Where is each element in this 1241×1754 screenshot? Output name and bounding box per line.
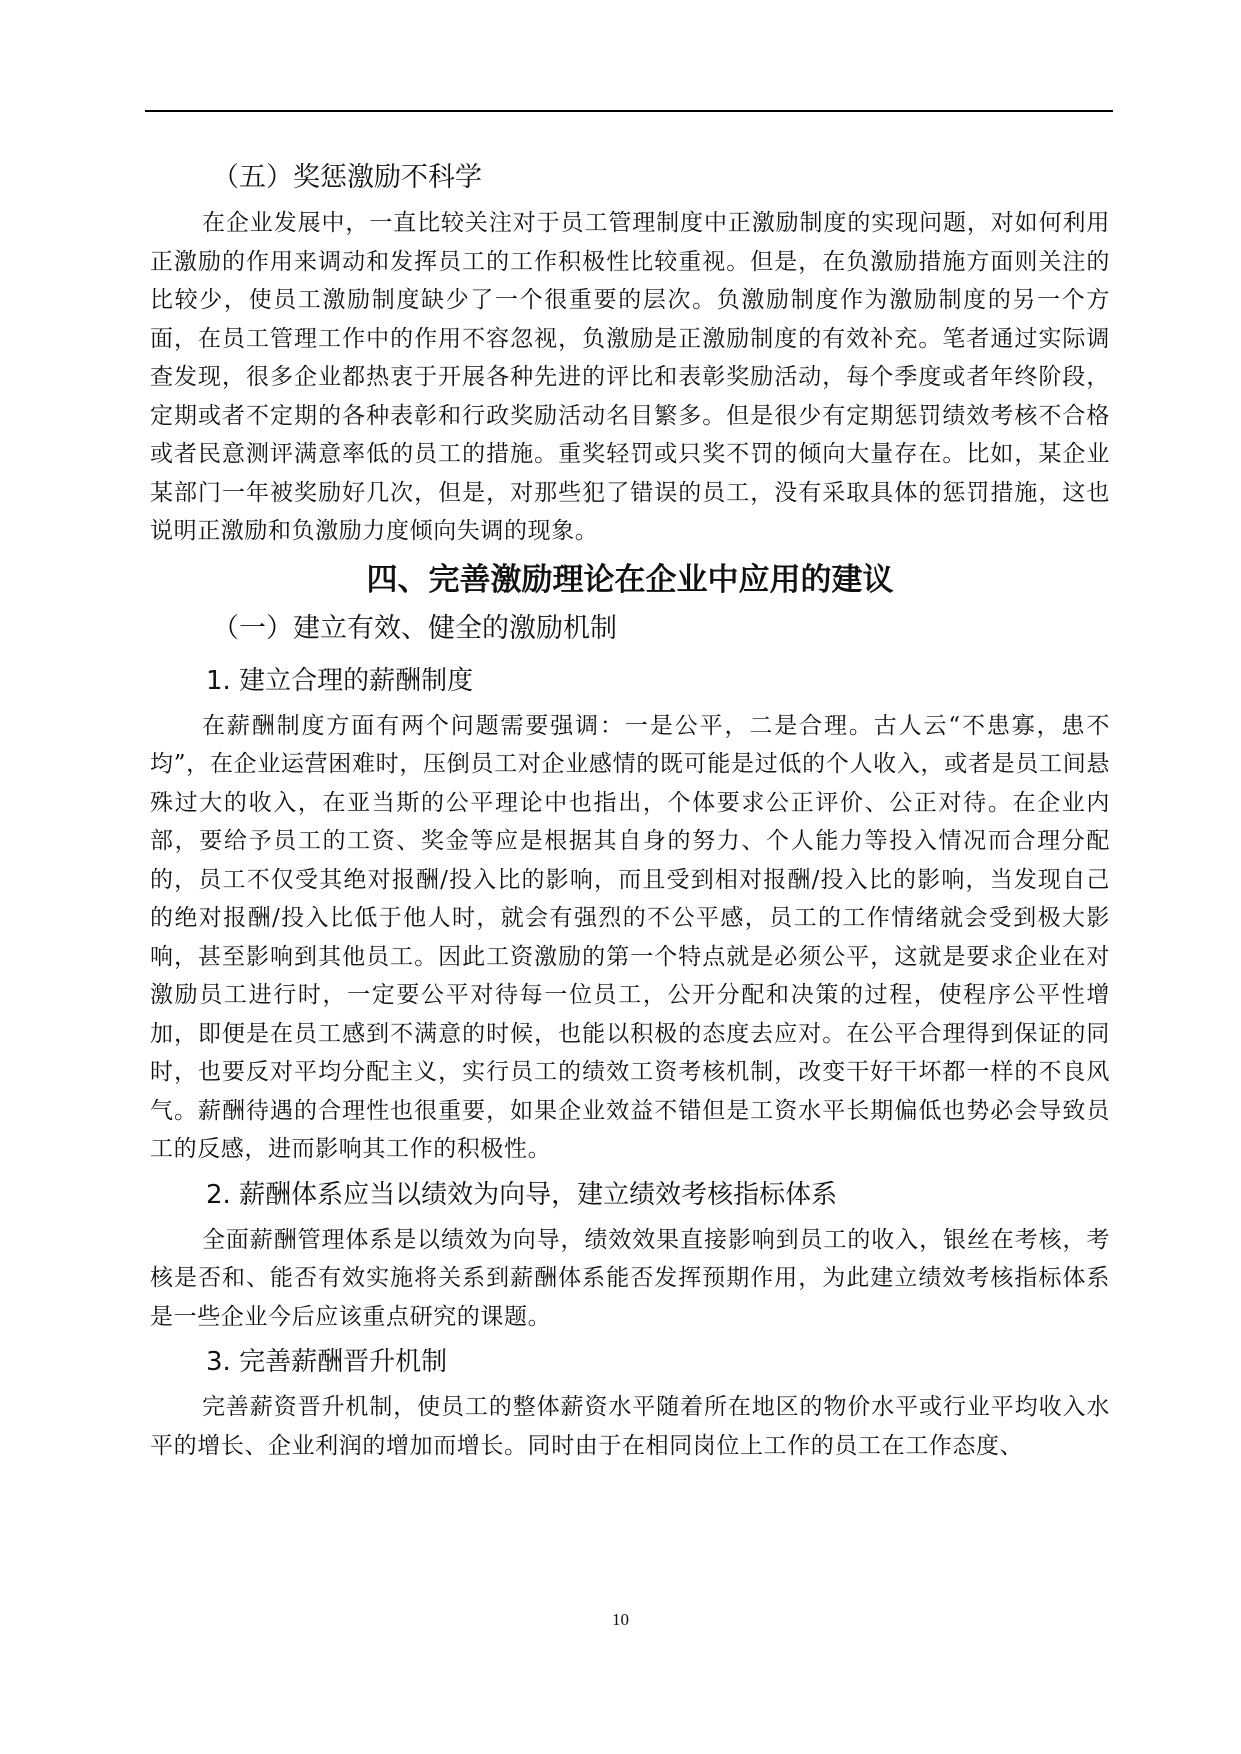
paragraph-reward-punishment: 在企业发展中，一直比较关注对于员工管理制度中正激励制度的实现问题，对如何利用正激励的作用来调动和发挥员工的工作积极性比较重视。但是，在负激励措施方面则关注的比较少，使员工激励制度缺少了一个很重要的层次。负激励制度作为激励制度的另一个方面，在员工管理工作中的作用不容忽视，负激励是正激励制度的有效补充。笔者通过实际调查发现，很多企业都热衷于开展各种先进的评比和表彰奖励活动，每个季度或者年终阶段，定期或者不定期的各种表彰和行政奖励活动名目繁多。但是很少有定期惩罚绩效考核不合格或者民意测评满意率低的员工的措施。重奖轻罚或只奖不罚的倾向大量存在。比如，某企业某部门一年被奖励好几次，但是，对那些犯了错误的员工，没有采取具体的惩罚措施，这也说明正激励和负激励力度倾向失调的现象。 [150,210,1110,544]
document-body [150,158,1110,1465]
item-heading-3: 3. 完善薪酬晋升机制 [206,1347,448,1377]
header-rule [145,110,1113,112]
page-number: 10 [612,1610,629,1629]
paragraph-performance-salary: 全面薪酬管理体系是以绩效为向导，绩效效果直接影响到员工的收入，银丝在考核，考核是否和、能否有效实施将关系到薪酬体系能否发挥预期作用，为此建立绩效考核指标体系是一些企业今后应该重点研究的课题。 [150,1226,1110,1330]
paragraph-salary-promotion: 完善薪资晋升机制，使员工的整体薪资水平随着所在地区的物价水平或行业平均收入水平的增长、企业利润的增加而增长。同时由于在相同岗位上工作的员工在工作态度、 [150,1394,1110,1459]
paragraph-salary-system: 在薪酬制度方面有两个问题需要强调：一是公平，二是合理。古人云“不患寡，患不均”，在企业运营困难时，压倒员工对企业感情的既可能是过低的个人收入，或者是员工间悬殊过大的收入，在亚当斯的公平理论中也指出，个体要求公正评价、公正对待。在企业内部，要给予员工的工资、奖金等应是根据其自身的努力、个人能力等投入情况而合理分配的，员工不仅受其绝对报酬/投入比的影响，而且受到相对报酬/投入比的影响，当发现自己的绝对报酬/投入比低于他人时，就会有强烈的不公平感，员工的工作情绪就会受到极大影响，甚至影响到其他员工。因此工资激励的第一个特点就是必须公平，这就是要求企业在对激励员工进行时，一定要公平对待每一位员工，公开分配和决策的过程，使程序公平性增加，即便是在员工感到不满意的时候，也能以积极的态度去应对。在公平合理得到保证的同时，也要反对平均分配主义，实行员工的绩效工资考核机制，改变干好干坏都一样的不良风气。薪酬待遇的合理性也很重要，如果企业效益不错但是工资水平长期偏低也势必会导致员工的反感，进而影响其工作的积极性。 [150,712,1110,1162]
subsection-heading-1: （一）建立有效、健全的激励机制 [212,612,617,644]
item-heading-1: 1. 建立合理的薪酬制度 [206,665,474,696]
subsection-heading-5: （五）奖惩激励不科学 [212,162,482,193]
item-heading-2: 2. 薪酬体系应当以绩效为向导，建立绩效考核指标体系 [206,1179,838,1210]
section-heading-4: 四、完善激励理论在企业中应用的建议 [366,561,894,598]
